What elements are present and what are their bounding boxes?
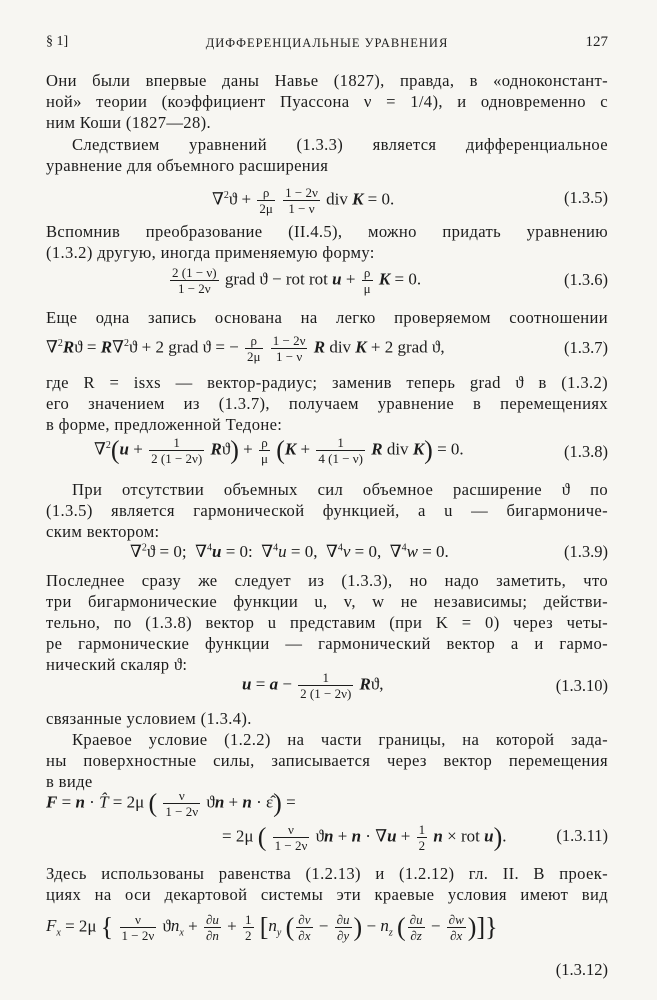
equation-body: ∇$^2$Rϑ = R∇$^2$ϑ + 2 grad ϑ = − $\frac{\rho}{2\mu}$ $\frac{1 - 2\nu}{1 - \nu}$ R div K + 2 grad ϑ, (46, 333, 445, 364)
text-line: ной» теории (коэффициент Пуассона ν = 1/4), и одновременно с (46, 92, 608, 111)
paragraph-transformation (46, 221, 608, 263)
text-line: ским вектором: (46, 522, 160, 541)
equation-body: ∇$^2$ϑ + $\frac{\rho}{2\mu}$ $\frac{1 - 2\nu}{1 - \nu}$ div K = 0. (212, 185, 395, 216)
book-page (46, 0, 608, 1000)
equation-body-line-1: F = n · T̂ = 2μ ( $\frac{\nu}{1 - 2\nu}$ ϑn + n · ε̂) = (46, 788, 296, 819)
equation-1-3-8 (46, 432, 608, 472)
text-line: его значением из (1.3.7), получаем уравнение в перемещениях (46, 394, 608, 413)
equation-body: $\frac{2 (1 - \nu)}{1 - 2\nu}$ grad ϑ − rot rot u + $\frac{\rho}{\mu}$ K = 0. (172, 265, 422, 296)
equation-body: $F_x = 2\mu$ { $\frac{\nu}{1 - 2\nu}$ $ϑn_x$ + $\frac{\partial u}{\partial n}$ + $\frac{1}{2}$ [$n_y$ ( $\frac{\partial v}{\partial x}$ − $\frac{\partial u}{\partial y}$ ) − $n_z$ ( $\frac{\partial u}{\partial z}$ − $\frac{\partial w}{\partial x}$ )]} (46, 912, 498, 943)
text-line: Они были впервые даны Навье (1827), правда, в «одноконстант- (46, 71, 608, 90)
equation-body: ∇$^2$ϑ = 0; ∇$^4$u = 0: ∇$^4$u = 0, ∇$^4$v = 0, ∇$^4$w = 0. (130, 542, 449, 561)
equation-body-line-2: = 2μ ( $\frac{\nu}{1 - 2\nu}$ ϑn + n · ∇u + $\frac{1}{2}$ n × rot u). (222, 822, 507, 853)
equation-1-3-6 (46, 263, 608, 299)
text-line: Еще одна запись основана на легко проверяемом соотношении (46, 308, 608, 327)
text-line: три бигармонические функции u, v, w не независимы; действи- (46, 592, 608, 611)
text-line: циях на оси декартовой системы эти краевые условия имеют вид (46, 885, 608, 904)
running-header (46, 34, 608, 56)
text-line: связанные условием (1.3.4). (46, 709, 252, 728)
text-line: уравнение для объемного расширения (46, 156, 329, 175)
text-line: в виде (46, 772, 93, 791)
equation-1-3-10 (46, 668, 608, 706)
paragraph-consequence (46, 134, 608, 176)
paragraph-identity (46, 307, 608, 328)
paragraph-biharmonic (46, 570, 608, 675)
equation-number: (1.3.12) (555, 960, 608, 979)
text-line: (1.3.2) другую, иногда применяемую форму: (46, 243, 375, 262)
text-line: (1.3.5) является гармонической функцией, а u — бигармониче- (46, 501, 608, 520)
text-line: Здесь использованы равенства (1.2.13) и (1.2.12) гл. II. В проек- (46, 864, 608, 883)
text-line: ним Коши (1827—28). (46, 113, 211, 132)
equation-body: ∇$^2$(u + $\frac{1}{2 (1 - 2\nu)}$ Rϑ) + $\frac{\rho}{\mu}$ (K + $\frac{1}{4 (1 - \nu)}$ R div K) = 0. (94, 435, 464, 466)
paragraph-harmonic (46, 479, 608, 542)
equation-body: u = a − $\frac{1}{2 (1 - 2\nu)}$ Rϑ, (242, 670, 384, 701)
text-line: где R = isxs — вектор-радиус; заменив теперь grad ϑ в (1.3.2) (46, 373, 608, 392)
running-title: ДИФФЕРЕНЦИАЛЬНЫЕ УРАВНЕНИЯ (205, 36, 449, 50)
text-line: Последнее сразу же следует из (1.3.3), но надо заметить, что (46, 571, 608, 590)
equation-number: (1.3.6) (564, 270, 608, 289)
text-line: Вспомнив преобразование (II.4.5), можно придать уравнению (46, 222, 608, 241)
paragraph-tedone (46, 372, 608, 435)
paragraph-projections (46, 863, 608, 905)
text-line: Краевое условие (1.2.2) на части границы, на которой зада- (72, 730, 608, 749)
text-line: Следствием уравнений (1.3.3) является дифференциальное (72, 135, 608, 154)
equation-number: (1.3.11) (556, 826, 608, 845)
equation-number: (1.3.5) (564, 188, 608, 207)
equation-1-3-5 (46, 182, 608, 216)
section-marker: § 1] (46, 34, 69, 49)
equation-1-3-7 (46, 330, 608, 366)
page-number: 127 (585, 34, 608, 50)
text-line: При отсутствии объемных сил объемное расширение ϑ по (72, 480, 608, 499)
equation-number: (1.3.9) (564, 542, 608, 561)
equation-number: (1.3.7) (564, 338, 608, 357)
text-line: ре гармонические функции — гармонический вектор a и гармо- (46, 634, 608, 653)
text-line: ны поверхностные силы, записывается через вектор перемещения (46, 751, 608, 770)
paragraph-boundary (46, 729, 608, 792)
equation-1-3-11 (46, 788, 608, 858)
equation-number: (1.3.10) (555, 676, 608, 695)
text-line: тельно, по (1.3.8) вектор u представим (при K = 0) через четы- (46, 613, 608, 632)
text-line: в форме, предложенной Тедоне: (46, 415, 283, 434)
equation-1-3-12 (46, 910, 608, 990)
paragraph-condition (46, 708, 608, 729)
equation-number: (1.3.8) (564, 442, 608, 461)
paragraph-navier (46, 70, 608, 133)
text-line: нический скаляр ϑ: (46, 655, 188, 674)
equation-1-3-9 (46, 540, 608, 566)
